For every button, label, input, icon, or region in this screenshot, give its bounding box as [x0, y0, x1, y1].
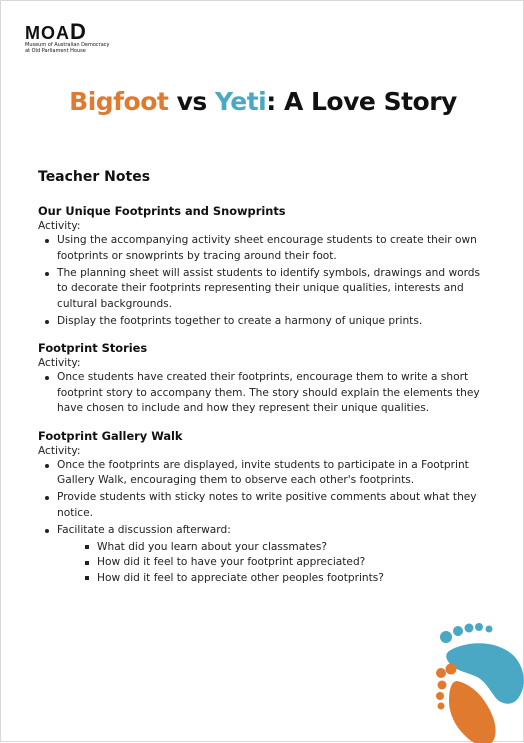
logo-line-2: at Old Parliament House — [25, 48, 145, 54]
section-gallery-walk — [38, 429, 488, 587]
list-item: Display the footprints together to create a harmony of unique prints. — [57, 314, 488, 330]
list-item: What did you learn about your classmates? — [97, 540, 488, 556]
section-unique-footprints — [38, 204, 488, 329]
teacher-notes-heading: Teacher Notes — [38, 168, 488, 186]
list-item: Provide students with sticky notes to write positive comments about what they notice. — [57, 490, 488, 521]
bullet-list — [38, 458, 488, 539]
document-title — [1, 87, 524, 116]
moad-logo — [25, 23, 145, 54]
section-title: Footprint Stories — [38, 341, 488, 356]
footprints-illustration — [433, 621, 524, 743]
logo-line-1: Museum of Australian Democracy — [25, 42, 145, 48]
logo-wordmark: MOAD — [25, 23, 145, 42]
sub-bullet-list — [38, 540, 488, 587]
list-item: How did it feel to have your footprint appreciated? — [97, 555, 488, 571]
list-item: Once the footprints are displayed, invite students to participate in a Footprint Gallery Walk, encouraging them to observe each other's footprints. — [57, 458, 488, 489]
section-footprint-stories — [38, 341, 488, 417]
list-item: Facilitate a discussion afterward: — [57, 523, 488, 539]
list-item: The planning sheet will assist students to identify symbols, drawings and words to decorate their footprints representing their unique qualities, interests and cultural backgrounds. — [57, 266, 488, 313]
activity-label: Activity: — [38, 219, 488, 233]
section-title: Our Unique Footprints and Snowprints — [38, 204, 488, 219]
bullet-list — [38, 370, 488, 417]
list-item: Using the accompanying activity sheet encourage students to create their own footprints or snowprints by tracing around their foot. — [57, 233, 488, 264]
bullet-list — [38, 233, 488, 329]
title-yeti: Yeti — [215, 87, 266, 116]
activity-label: Activity: — [38, 444, 488, 458]
list-item: How did it feel to appreciate other peoples footprints? — [97, 571, 488, 587]
title-bigfoot: Bigfoot — [69, 87, 168, 116]
section-title: Footprint Gallery Walk — [38, 429, 488, 444]
title-rest: : A Love Story — [266, 87, 457, 116]
title-vs: vs — [168, 87, 215, 116]
list-item: Once students have created their footprints, encourage them to write a short footprint story to accompany them. The story should explain the elements they have chosen to include and how they represent their unique qualities. — [57, 370, 488, 417]
notes-content — [38, 168, 488, 598]
activity-label: Activity: — [38, 356, 488, 370]
